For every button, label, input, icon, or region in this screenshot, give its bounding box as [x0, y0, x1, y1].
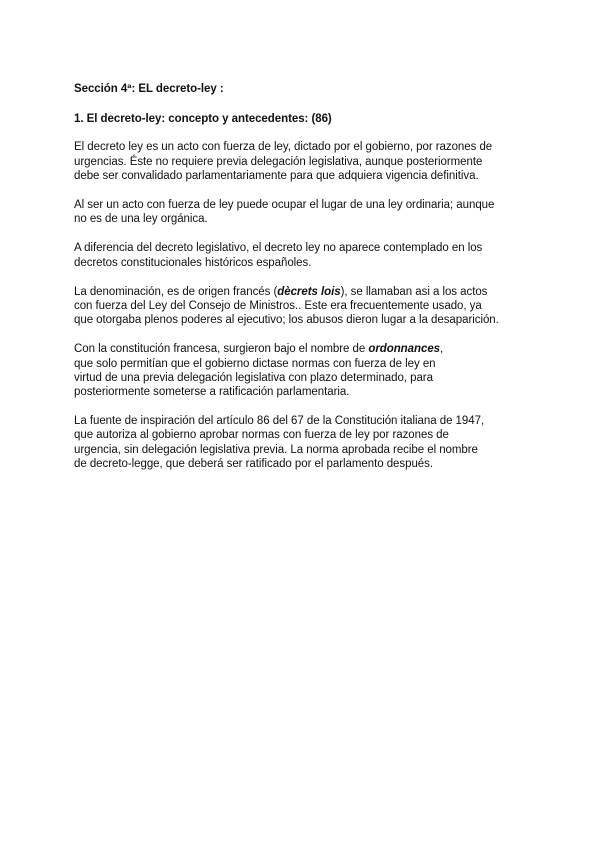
text-line: debe ser convalidado parlamentariamente para que adquiera vigencia definitiva.: [74, 169, 479, 182]
text-line: posteriormente someterse a ratificación parlamentaria.: [74, 386, 350, 399]
paragraph-italian-constitution: [74, 414, 534, 471]
subsection-title: 1. El decreto-ley: concepto y antecedentes: (86): [74, 113, 332, 126]
text-line: con fuerza del Ley del Consejo de Ministros.. Este era frecuentemente usado, ya: [74, 300, 482, 313]
text-segment: ,: [440, 343, 444, 356]
emphasized-term: dècrets lois: [277, 285, 341, 298]
paragraph-definition: [74, 140, 534, 183]
emphasized-term: ordonnances: [368, 343, 441, 356]
text-segment: Con la constitución francesa, surgieron bajo el nombre de: [74, 343, 369, 356]
text-line: A diferencia del decreto legislativo, el decreto ley no aparece contemplado en los: [74, 242, 483, 255]
text-segment: La denominación, es de origen francés (: [74, 285, 278, 298]
paragraph-french-constitution: [74, 342, 534, 399]
paragraph-french-origin: [74, 285, 534, 328]
text-line: decretos constitucionales históricos españoles.: [74, 256, 312, 269]
text-line: que autoriza al gobierno aprobar normas con fuerza de ley por razones de: [74, 429, 449, 442]
text-line: Al ser un acto con fuerza de ley puede ocupar el lugar de una ley ordinaria; aunque: [74, 199, 495, 212]
text-line: no es de una ley orgánica.: [74, 213, 208, 226]
text-line: El decreto ley es un acto con fuerza de ley, dictado por el gobierno, por razones de: [74, 141, 493, 154]
text-line: de decreto-legge, que deberá ser ratificado por el parlamento después.: [74, 457, 433, 470]
text-line: [74, 285, 534, 299]
text-segment: ), se llamaban asi a los actos: [340, 285, 488, 298]
section-title: Sección 4ª: EL decreto-ley :: [74, 83, 224, 95]
text-line: que otorgaba plenos poderes al ejecutivo; los abusos dieron lugar a la desaparición.: [74, 314, 499, 327]
text-line: La fuente de inspiración del artículo 86 del 67 de la Constitución italiana de 1947,: [74, 415, 485, 428]
document-body: [74, 82, 534, 486]
text-line: virtud de una previa delegación legislativa con plazo determinado, para: [74, 371, 433, 384]
paragraph-legislative-decree: [74, 241, 534, 269]
text-line: [74, 342, 534, 356]
paragraph-ordinary-law: [74, 198, 534, 226]
text-line: urgencias. Éste no requiere previa delegación legislativa, aunque posteriormente: [74, 155, 483, 168]
text-line: urgencia, sin delegación legislativa previa. La norma aprobada recibe el nombre: [74, 443, 478, 456]
text-line: que solo permitían que el gobierno dictase normas con fuerza de ley en: [74, 357, 436, 370]
